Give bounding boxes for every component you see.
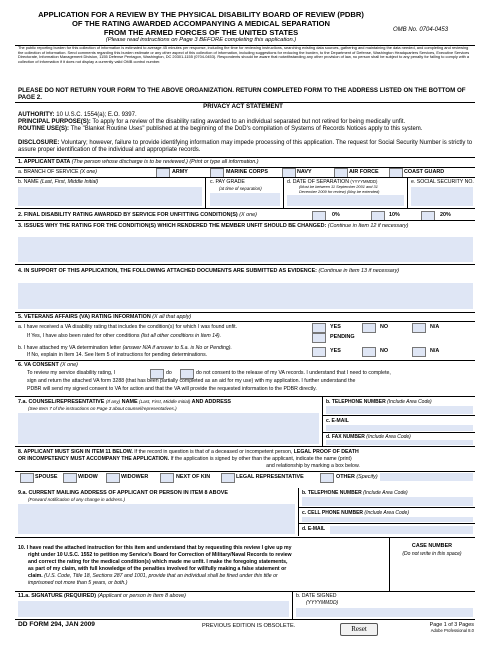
obsolete-notice: PREVIOUS EDITION IS OBSOLETE. bbox=[202, 623, 296, 629]
va-consent-heading: 6. VA CONSENT (X one) bbox=[18, 362, 78, 368]
pay-grade-label: c. PAY GRADE bbox=[210, 179, 245, 185]
mailing-address-note: (Forward notification of any change in address.) bbox=[28, 497, 126, 502]
signature-input[interactable] bbox=[18, 601, 289, 617]
relation-other-checkbox[interactable] bbox=[320, 473, 334, 483]
counsel-phone-label: b. TELEPHONE NUMBER (Include Area Code) bbox=[326, 399, 432, 405]
s8-line1: 8. APPLICANT MUST SIGN IN ITEM 11 BELOW. If the record in question is that of a deceased or incompetent person, LEGAL PROOF OF DEATH bbox=[18, 449, 359, 455]
privacy-purpose: PRINCIPAL PURPOSE(S): To apply for a review of the disability rating awarded to an individual separated but not retired for being medically unfit. bbox=[18, 119, 406, 125]
va-rating-a-line1: a. I have received a VA disability rating that includes the condition(s) for which I was found unfit. bbox=[18, 324, 238, 330]
burden-statement: The public reporting burden for this collection of information is estimated to average 45 minutes per response, including the time for reviewing instructions, searching existing data sources, gathering and maintaining the data needed, and completing and reviewing the collection of information. Send comments regarding this burden estimate or any other aspect of this collection of information, including suggestions for reducing the burden, to the Department of Defense, Washington Headquarters Services, Executive Services Directorate, Information Management Division, 1155 Defense Pentagon, Washington, DC 20301-1155 (0704-0453). Respondents should be aware that notwithstanding any other provision of law, no person shall be subject to any penalty for failing to comply with a collection of information if it does not display a currently valid OMB control number. bbox=[18, 45, 470, 64]
counsel-note: (See Item 7 of the instructions on Page 3 about counsel/representatives.) bbox=[28, 406, 177, 411]
s10-line4: as part of my claim, with full knowledge of the penalties involved for willfully making a false statement or bbox=[28, 566, 287, 572]
ssn-label: e. SOCIAL SECURITY NO. bbox=[411, 179, 474, 185]
rating-label: 2. FINAL DISABILITY RATING AWARDED BY SERVICE FOR UNFITTING CONDITION(S) (X one) bbox=[18, 212, 257, 218]
separation-date-note1: (Must be between 11 September 2001 and 31 bbox=[299, 184, 378, 189]
relation-widower-checkbox[interactable] bbox=[106, 473, 120, 483]
s8-line2: OR INCOMPETENCY MUST ACCOMPANY THE APPLICATION. If the application is signed by other than the applicant, indicate the name (print) bbox=[18, 456, 352, 462]
branch-navy-label: NAVY bbox=[297, 169, 312, 175]
branch-army-label: ARMY bbox=[172, 169, 188, 175]
va-a-na-label: N/A bbox=[430, 324, 440, 330]
va-rating-b-line1: b. I have attached my VA determination letter (answer N/A if answer to 5.a. is No or Pending). bbox=[18, 345, 232, 351]
va-rating-a-line2: If Yes, I have also been rated for other conditions (list all other conditions in Item 14). bbox=[27, 333, 222, 339]
applicant-cell-label: c. CELL PHONE NUMBER (Include Area Code) bbox=[302, 510, 409, 516]
relation-widower-label: WIDOWER bbox=[121, 474, 149, 480]
form-number: DD FORM 294, JAN 2009 bbox=[18, 621, 95, 628]
counsel-fax-input[interactable] bbox=[326, 440, 473, 445]
applicant-phone-label: b. TELEPHONE NUMBER (Include Area Code) bbox=[302, 490, 408, 496]
privacy-authority: AUTHORITY: 10 U.S.C. 1554(a); E.O. 9397. bbox=[18, 112, 137, 118]
relation-widow-label: WIDOW bbox=[78, 474, 98, 480]
privacy-routine: ROUTINE USE(S): The "Blanket Routine Uses" published at the beginning of the DoD's compilation of Systems of Records Notices apply to this system. bbox=[18, 126, 423, 132]
section1-heading: 1. APPLICANT DATA (The person whose discharge is to be reviewed.) (Print or type all information.) bbox=[18, 159, 259, 165]
va-a-yes-checkbox[interactable] bbox=[312, 323, 326, 333]
evidence-textarea[interactable] bbox=[18, 283, 473, 309]
applicant-phone-input[interactable] bbox=[302, 497, 473, 506]
relation-legalrep-label: LEGAL REPRESENTATIVE bbox=[236, 474, 304, 480]
va-a-pending-checkbox[interactable] bbox=[312, 333, 326, 343]
case-number-note: (Do not write in this space) bbox=[402, 551, 462, 557]
rating-0-label: 0% bbox=[332, 212, 340, 218]
relation-spouse-label: SPOUSE bbox=[35, 474, 58, 480]
relation-other-label: OTHER (Specify) bbox=[336, 474, 378, 480]
va-b-no-checkbox[interactable] bbox=[362, 347, 376, 357]
applicant-email-input[interactable] bbox=[330, 526, 473, 534]
va-rating-b-line2: If No, explain in Item 14. See Item 5 of instructions for pending determinations. bbox=[27, 352, 208, 358]
rating-10-label: 10% bbox=[389, 212, 400, 218]
va-a-pending-label: PENDING bbox=[330, 334, 355, 340]
s10-line6: imprisoned not more than 5 years, or both.) bbox=[28, 580, 128, 586]
s10-line5: claim. (U.S. Code, Title 18, Sections 287 and 1001, provide that an individual shall be fined under this title or bbox=[28, 573, 278, 579]
branch-coastguard-label: COAST GUARD bbox=[404, 169, 445, 175]
va-a-no-checkbox[interactable] bbox=[362, 323, 376, 333]
issues-textarea[interactable] bbox=[18, 237, 473, 262]
pay-grade-input[interactable] bbox=[210, 193, 280, 206]
counsel-email-label: c. E-MAIL bbox=[326, 418, 349, 424]
name-label: b. NAME (Last, First, Middle Initial) bbox=[18, 179, 99, 185]
privacy-heading: PRIVACY ACT STATEMENT bbox=[203, 103, 283, 110]
page-count: Page 1 of 3 Pages bbox=[429, 622, 474, 628]
relation-widow-checkbox[interactable] bbox=[63, 473, 77, 483]
counsel-fax-label: d. FAX NUMBER (Include Area Code) bbox=[326, 434, 411, 440]
va-consent-line3: PDBR will send my signed consent to VA for action and that the VA will provide the requested information to the PDBR directly. bbox=[27, 386, 317, 392]
s10-line2: right under 10 U.S.C. 1552 to petition my Service's Board for Correction of Military/Naval Records to review bbox=[28, 552, 292, 558]
software-note: Adobe Professional 8.0 bbox=[430, 628, 474, 633]
evidence-label: 4. IN SUPPORT OF THIS APPLICATION, THE FOLLOWING ATTACHED DOCUMENTS ARE SUBMITTED AS EVIDENCE: (Continue in Item 13 if necessary) bbox=[18, 268, 400, 274]
va-consent-line2: sign and return the attached VA form 3288 (that has been partially completed as an aid for my use) with my application. I further understand the bbox=[27, 378, 356, 384]
relation-nextofkin-label: NEXT OF KIN bbox=[176, 474, 211, 480]
date-signed-label: b. DATE SIGNED bbox=[296, 593, 337, 599]
s10-line3: and correct the rating for the medical condition(s) which made me unfit. I make the foregoing statements, bbox=[28, 559, 288, 565]
pay-grade-note: (at time of separation) bbox=[219, 186, 262, 191]
counsel-label: 7.a. COUNSEL/REPRESENTATIVE (If any) NAME (Last, First, Middle Initial) AND ADDRESS bbox=[18, 399, 232, 405]
va-consent-line1a: To review my service disability rating, I bbox=[27, 370, 116, 376]
separation-date-note2: December 2009 for review) (May be extended) bbox=[299, 188, 380, 194]
va-b-na-checkbox[interactable] bbox=[412, 347, 426, 357]
branch-label: a. BRANCH OF SERVICE (X one) bbox=[18, 169, 97, 175]
return-notice: PLEASE DO NOT RETURN YOUR FORM TO THE ABOVE ORGANIZATION. RETURN COMPLETED FORM TO THE ADDRESS LISTED ON THE BOTTOM OF PAGE 2. bbox=[18, 87, 466, 101]
form-title-line1: APPLICATION FOR A REVIEW BY THE PHYSICAL DISABILITY BOARD OF REVIEW (PDBR) bbox=[38, 10, 364, 19]
separation-date-input[interactable] bbox=[287, 195, 404, 206]
consent-do-label: do bbox=[166, 370, 172, 376]
relation-spouse-checkbox[interactable] bbox=[20, 473, 34, 483]
va-a-na-checkbox[interactable] bbox=[412, 323, 426, 333]
issues-label: 3. ISSUES WHY THE RATING FOR THE CONDITION(S) WHICH RENDERED THE MEMBER UNFIT SHOULD BE CHANGED: (Continue in Item 12 if necessary) bbox=[18, 223, 409, 229]
va-a-no-label: NO bbox=[380, 324, 389, 330]
va-b-na-label: N/A bbox=[430, 348, 440, 354]
va-rating-heading: 5. VETERANS AFFAIRS (VA) RATING INFORMATION (X all that apply) bbox=[18, 314, 192, 320]
mailing-address-label: 9.a. CURRENT MAILING ADDRESS OF APPLICANT OR PERSON IN ITEM 8 ABOVE bbox=[18, 490, 228, 496]
name-input[interactable] bbox=[18, 187, 202, 206]
applicant-cell-input[interactable] bbox=[302, 517, 473, 522]
separation-date-label: d. DATE OF SEPARATION (YYYYMMDD) bbox=[287, 179, 378, 185]
reset-button[interactable]: Reset bbox=[340, 623, 378, 636]
case-number-label: CASE NUMBER bbox=[411, 543, 453, 549]
va-b-no-label: NO bbox=[380, 348, 389, 354]
va-b-yes-checkbox[interactable] bbox=[312, 347, 326, 357]
applicant-email-label: d. E-MAIL bbox=[302, 526, 326, 532]
va-a-yes-label: YES bbox=[330, 324, 341, 330]
branch-airforce-label: AIR FORCE bbox=[349, 169, 379, 175]
relation-other-input[interactable] bbox=[380, 473, 473, 481]
date-signed-input[interactable] bbox=[296, 608, 473, 617]
counsel-input[interactable] bbox=[18, 413, 319, 444]
form-subtitle: (Please read instructions on Page 3 BEFORE completing this application.) bbox=[105, 37, 297, 43]
privacy-disclosure: DISCLOSURE: Voluntary; however, failure to provide identifying information may impede processing of this application. The request for Social Security Number is strictly to assure proper identification of the individual and appropriate records. bbox=[18, 140, 473, 153]
rating-20-label: 20% bbox=[440, 212, 451, 218]
omb-number: OMB No. 0704-0453 bbox=[393, 27, 449, 33]
relation-legalrep-checkbox[interactable] bbox=[221, 473, 235, 483]
va-consent-line1c: do not consent to the release of my VA records. I understand that I need to complete, bbox=[196, 370, 391, 376]
date-signed-format: (YYYYMMDD) bbox=[306, 600, 339, 606]
ssn-input[interactable] bbox=[411, 187, 473, 206]
counsel-phone-input[interactable] bbox=[326, 406, 473, 414]
s10-line1: 10. I have read the attached instruction for this item and understand that by requesting this review I give up my bbox=[18, 545, 292, 551]
mailing-address-input[interactable] bbox=[18, 504, 295, 534]
branch-marines-label: MARINE CORPS bbox=[226, 169, 268, 175]
form-title-line2: OF THE RATING AWARDED ACCOMPANYING A MEDICAL SEPARATION bbox=[71, 19, 331, 28]
form-title-line3: FROM THE ARMED FORCES OF THE UNITED STATES bbox=[103, 28, 299, 37]
counsel-email-input[interactable] bbox=[326, 425, 473, 431]
signature-label: 11.a. SIGNATURE (REQUIRED) (Applicant or person in Item 8 above) bbox=[18, 593, 186, 599]
s8-line3: and relationship by marking a box below. bbox=[266, 463, 360, 469]
relation-nextofkin-checkbox[interactable] bbox=[160, 473, 174, 483]
va-b-yes-label: YES bbox=[330, 348, 341, 354]
